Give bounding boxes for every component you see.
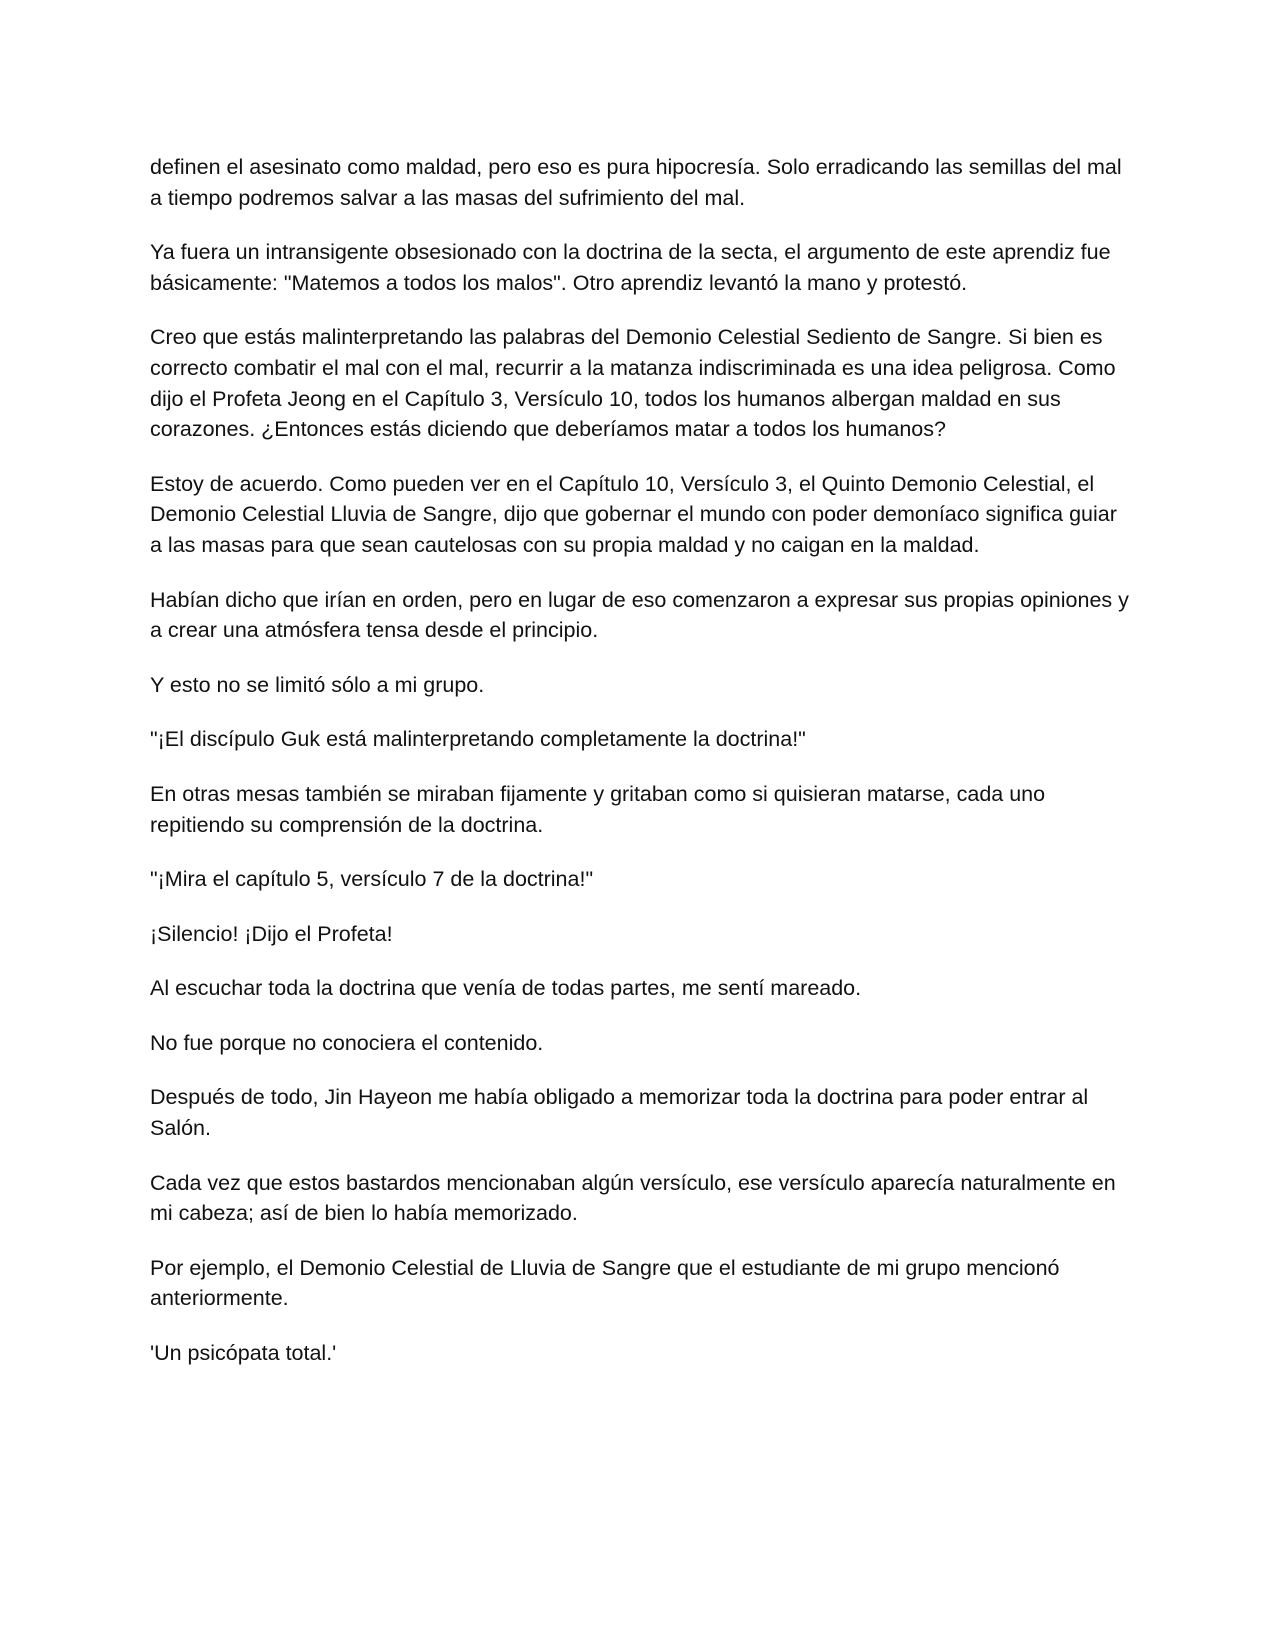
paragraph: ¡Silencio! ¡Dijo el Profeta!: [150, 921, 393, 946]
paragraph: Y esto no se limitó sólo a mi grupo.: [150, 672, 485, 697]
paragraph: Cada vez que estos bastardos mencionaban algún versículo, ese versículo aparecía naturalmente en mi cabeza; así de bien lo había memorizado.: [150, 1170, 1116, 1226]
paragraph: "¡Mira el capítulo 5, versículo 7 de la doctrina!": [150, 867, 594, 892]
paragraph: Ya fuera un intransigente obsesionado con la doctrina de la secta, el argumento de este aprendiz fue básicamente: "Matemos a todos los malos". Otro aprendiz levantó la mano y protestó.: [150, 240, 1111, 295]
paragraph: Después de todo, Jin Hayeon me había obligado a memorizar toda la doctrina para poder entrar al Salón.: [150, 1085, 1089, 1141]
paragraph: "¡El discípulo Guk está malinterpretando completamente la doctrina!": [150, 727, 806, 752]
paragraph: Habían dicho que irían en orden, pero en lugar de eso comenzaron a expresar sus propias opiniones y a crear una atmósfera tensa desde el principio.: [150, 587, 1129, 643]
paragraph: Creo que estás malinterpretando las palabras del Demonio Celestial Sediento de Sangre. Si bien es correcto combatir el mal con el mal, recurrir a la matanza indiscriminada es una idea peligrosa. Como dijo el Profeta Jeong en el Capítulo 3, Versículo 10, todos los humanos albergan maldad en sus corazones. ¿Entonces estás diciendo que deberíamos matar a todos los humanos?: [150, 325, 1116, 442]
paragraph: Estoy de acuerdo. Como pueden ver en el Capítulo 10, Versículo 3, el Quinto Demonio Celestial, el Demonio Celestial Lluvia de Sangre, dijo que gobernar el mundo con poder demoníaco significa guiar a las masas para que sean cautelosas con su propia maldad y no caigan en la maldad.: [150, 471, 1117, 557]
paragraph: No fue porque no conociera el contenido.: [150, 1030, 544, 1055]
paragraph: Al escuchar toda la doctrina que venía de todas partes, me sentí mareado.: [150, 976, 862, 1001]
paragraph: Por ejemplo, el Demonio Celestial de Lluvia de Sangre que el estudiante de mi grupo mencionó anteriormente.: [150, 1255, 1060, 1311]
paragraph: definen el asesinato como maldad, pero eso es pura hipocresía. Solo erradicando las semillas del mal a tiempo podremos salvar a las masas del sufrimiento del mal.: [150, 155, 1122, 210]
paragraph: 'Un psicópata total.': [150, 1341, 337, 1366]
page-body: [150, 152, 1130, 1393]
paragraph: En otras mesas también se miraban fijamente y gritaban como si quisieran matarse, cada uno repitiendo su comprensión de la doctrina.: [150, 781, 1046, 837]
